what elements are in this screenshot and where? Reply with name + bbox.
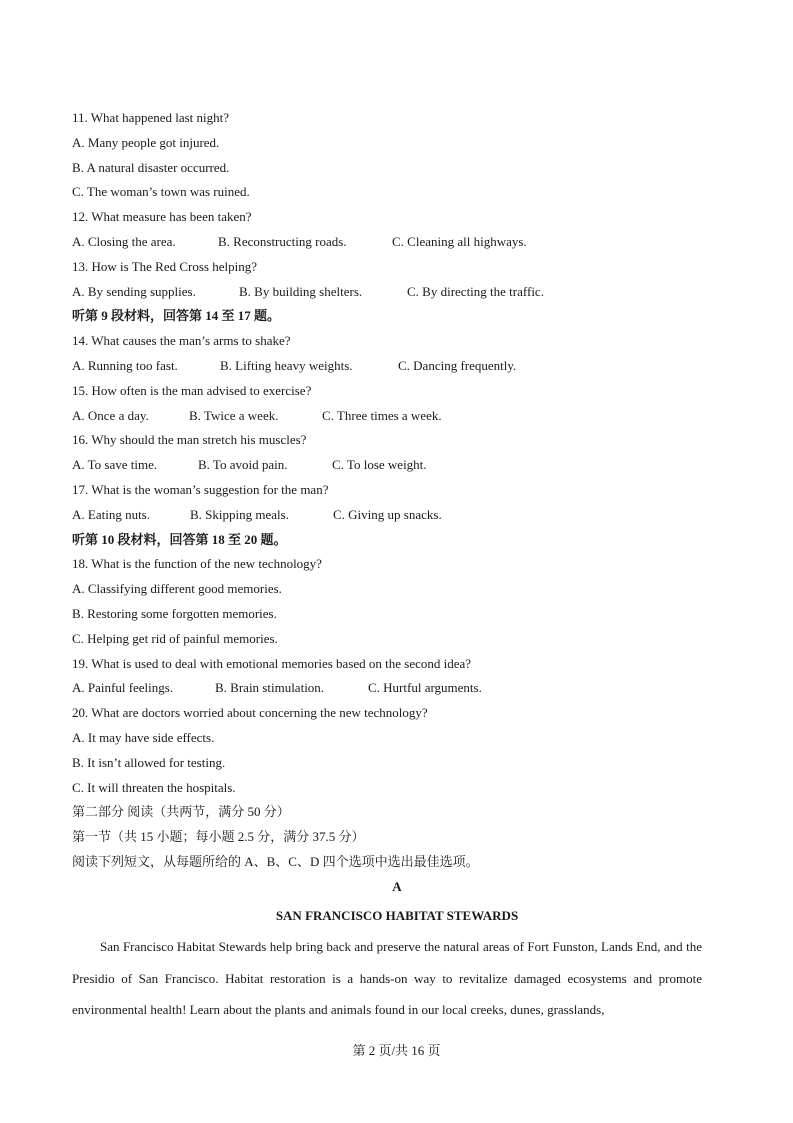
passage-title: SAN FRANCISCO HABITAT STEWARDS <box>275 907 519 923</box>
option-19c: C. Hurtful arguments. <box>368 680 482 696</box>
section-9-heading: 听第 9 段材料，回答第 14 至 17 题。 <box>72 308 281 324</box>
option-12a: A. Closing the area. <box>72 233 176 249</box>
part2-heading: 第二部分 阅读（共两节，满分 50 分） <box>72 804 290 820</box>
section-10-heading: 听第 10 段材料，回答第 18 至 20 题。 <box>72 531 287 547</box>
option-12c: C. Cleaning all highways. <box>392 233 527 249</box>
option-13a: A. By sending supplies. <box>72 283 196 299</box>
question-13: 13. How is The Red Cross helping? <box>72 258 257 274</box>
option-16c: C. To lose weight. <box>332 457 427 473</box>
option-15c: C. Three times a week. <box>322 407 442 423</box>
option-15b: B. Twice a week. <box>189 407 279 423</box>
option-20c: C. It will threaten the hospitals. <box>72 779 236 795</box>
option-11a: A. Many people got injured. <box>72 134 220 150</box>
question-16: 16. Why should the man stretch his muscles? <box>72 432 307 448</box>
question-12: 12. What measure has been taken? <box>72 209 252 225</box>
passage-paragraph: San Francisco Habitat Stewards help bring back and preserve the natural areas of Fort Funston, Lands End, and the Presidio of San Francisco. Habitat restoration is a hands-on way to revitalize damaged ecosystems and promote environmental health! Learn about the plants and animals found in our local creeks, dunes, grasslands, <box>72 939 702 1018</box>
question-17: 17. What is the woman’s suggestion for the man? <box>72 481 329 497</box>
option-11b: B. A natural disaster occurred. <box>72 159 230 175</box>
option-20b: B. It isn’t allowed for testing. <box>72 754 226 770</box>
question-19: 19. What is used to deal with emotional memories based on the second idea? <box>72 655 472 671</box>
options-15 <box>72 404 722 429</box>
option-18b: B. Restoring some forgotten memories. <box>72 605 277 621</box>
option-18a: A. Classifying different good memories. <box>72 581 282 597</box>
question-20: 20. What are doctors worried about concerning the new technology? <box>72 705 428 721</box>
option-19b: B. Brain stimulation. <box>215 680 325 696</box>
options-14 <box>72 354 722 379</box>
options-13 <box>72 280 722 305</box>
option-15a: A. Once a day. <box>72 407 149 423</box>
page-footer: 第 2 页/共 16 页 <box>352 1043 441 1058</box>
passage-letter: A <box>392 878 402 894</box>
options-17 <box>72 503 722 528</box>
question-15: 15. How often is the man advised to exercise? <box>72 382 312 398</box>
options-16 <box>72 453 722 478</box>
option-14a: A. Running too fast. <box>72 357 178 373</box>
option-18c: C. Helping get rid of painful memories. <box>72 630 278 646</box>
option-11c: C. The woman’s town was ruined. <box>72 184 250 200</box>
option-16b: B. To avoid pain. <box>198 457 288 473</box>
option-17b: B. Skipping meals. <box>190 506 289 522</box>
options-12 <box>72 230 722 255</box>
option-17a: A. Eating nuts. <box>72 506 150 522</box>
option-13c: C. By directing the traffic. <box>407 283 544 299</box>
options-19 <box>72 676 722 701</box>
option-20a: A. It may have side effects. <box>72 729 215 745</box>
option-12b: B. Reconstructing roads. <box>218 233 347 249</box>
question-18: 18. What is the function of the new technology? <box>72 556 322 572</box>
page-content <box>72 106 722 1026</box>
option-16a: A. To save time. <box>72 457 158 473</box>
question-11: 11. What happened last night? <box>72 110 230 125</box>
reading-instruction: 阅读下列短文，从每题所给的 A、B、C、D 四个选项中选出最佳选项。 <box>72 853 479 869</box>
option-19a: A. Painful feelings. <box>72 680 174 696</box>
option-14b: B. Lifting heavy weights. <box>220 357 353 373</box>
option-17c: C. Giving up snacks. <box>333 506 442 522</box>
option-14c: C. Dancing frequently. <box>398 357 517 373</box>
question-14: 14. What causes the man’s arms to shake? <box>72 333 291 349</box>
section1-heading: 第一节（共 15 小题；每小题 2.5 分，满分 37.5 分） <box>72 829 365 845</box>
option-13b: B. By building shelters. <box>239 283 363 299</box>
